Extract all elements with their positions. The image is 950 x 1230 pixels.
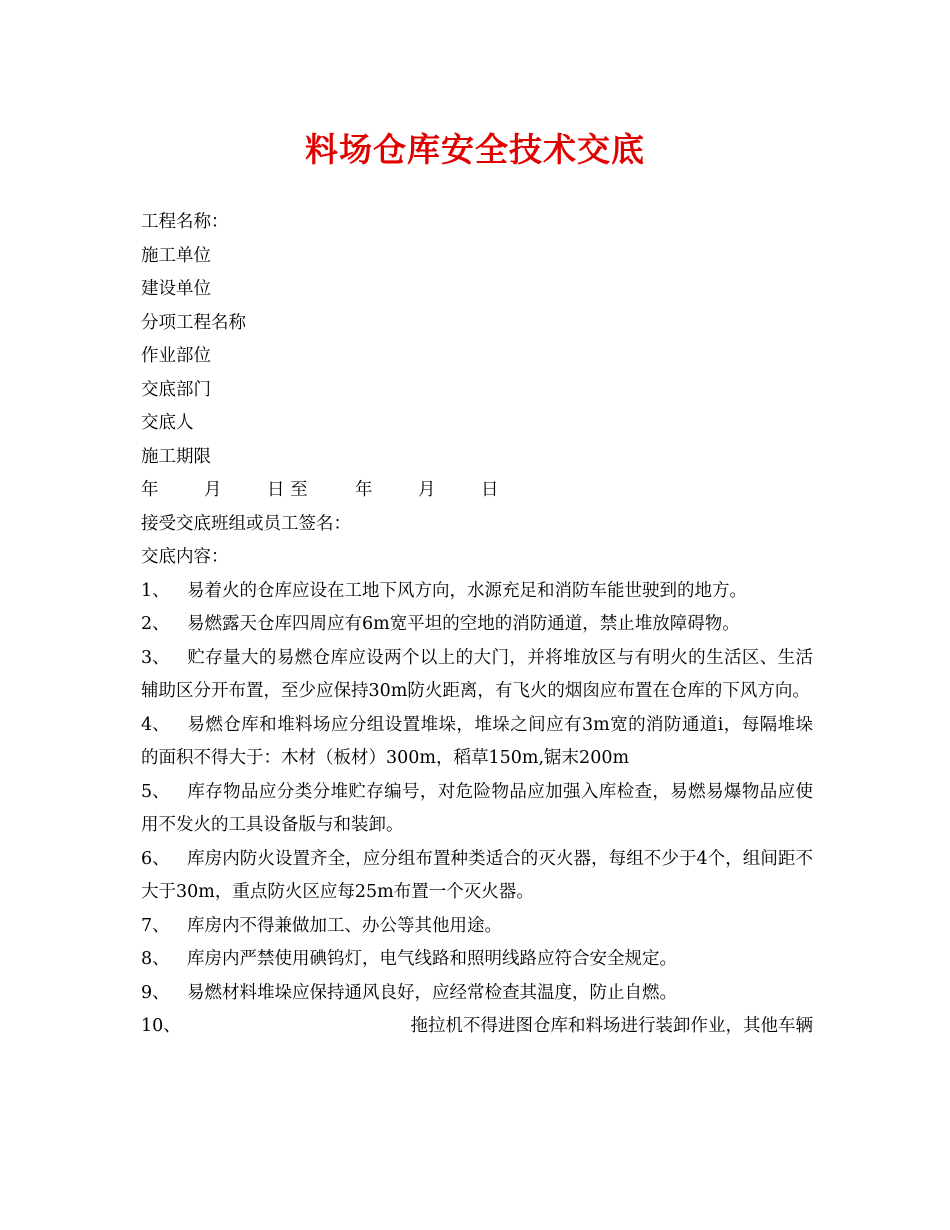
item-text: 贮存量大的易燃仓库应设两个以上的大门，并将堆放区与有明火的生活区、生活辅助区分开布置，至少应保持30m防火距离，有飞火的烟囱应布置在仓库的下风方向。 <box>141 647 813 701</box>
field-briefing-department: 交底部门 <box>141 379 211 400</box>
list-item <box>141 608 813 642</box>
field-briefing-person: 交底人 <box>141 413 194 433</box>
date-start-day-to: 日 至 <box>267 480 308 500</box>
date-range <box>141 474 813 508</box>
item-text: 库房内严禁使用碘钨灯，电气线路和照明线路应符合安全规定。 <box>187 949 677 969</box>
field-work-location: 作业部位 <box>141 346 211 366</box>
list-item <box>141 709 813 776</box>
item-number: 10、 <box>141 1016 181 1036</box>
date-start-month: 月 <box>204 480 222 500</box>
list-item <box>141 843 813 910</box>
item-number: 2、 <box>141 614 170 634</box>
list-item-last <box>141 1010 813 1044</box>
list-item <box>141 575 813 609</box>
date-end-day: 日 <box>481 480 499 500</box>
item-number: 7、 <box>141 915 170 936</box>
list-item <box>141 977 813 1011</box>
item-text: 易着火的仓库应设在工地下风方向，水源充足和消防车能世驶到的地方。 <box>187 580 747 601</box>
field-project-name: 工程名称： <box>141 212 229 232</box>
item-number: 5、 <box>141 781 170 802</box>
item-text: 易燃露天仓库四周应有6m宽平坦的空地的消防通道，禁止堆放障碍物。 <box>187 614 740 634</box>
list-item <box>141 642 813 709</box>
item-number: 4、 <box>141 714 170 735</box>
date-end-year: 年 <box>355 480 373 500</box>
field-subproject-name: 分项工程名称 <box>141 312 246 333</box>
item-text: 库房内防火设置齐全，应分组布置种类适合的灭火器，每组不少于4个，组间距不大于30m，重点防火区应每25m布置一个灭火器。 <box>141 848 813 902</box>
date-start-year: 年 <box>141 480 159 500</box>
date-end-month: 月 <box>418 480 436 500</box>
item-number: 6、 <box>141 848 170 869</box>
item-text: 拖拉机不得进图仓库和料场进行装卸作业，其他车辆 <box>410 1016 813 1036</box>
signature-label: 接受交底班组或员工签名： <box>141 513 351 534</box>
field-owner-unit: 建设单位 <box>141 279 211 299</box>
item-number: 8、 <box>141 949 170 969</box>
content-label: 交底内容： <box>141 547 229 567</box>
item-text: 易燃仓库和堆料场应分组设置堆垛，堆垛之间应有3m宽的消防通道i，每隔堆垛的面积不得大于：木材（板材）300m，稻草150m,锯末200m <box>141 714 813 768</box>
list-item <box>141 943 813 977</box>
field-construction-unit: 施工单位 <box>141 245 211 266</box>
document-title: 料场仓库安全技术交底 <box>305 130 645 169</box>
item-number: 9、 <box>141 982 170 1003</box>
list-item <box>141 776 813 843</box>
document-body <box>141 206 813 1044</box>
item-text: 库房内不得兼做加工、办公等其他用途。 <box>187 915 502 936</box>
list-item <box>141 910 813 944</box>
field-construction-period: 施工期限 <box>141 446 211 467</box>
item-text: 易燃材料堆垛应保持通风良好，应经常检查其温度，防止自燃。 <box>187 982 677 1003</box>
item-number: 1、 <box>141 580 170 601</box>
item-text: 库存物品应分类分堆贮存编号，对危险物品应加强入库检查，易燃易爆物品应使用不发火的工具设备版与和装卸。 <box>141 781 813 835</box>
item-number: 3、 <box>141 647 170 668</box>
